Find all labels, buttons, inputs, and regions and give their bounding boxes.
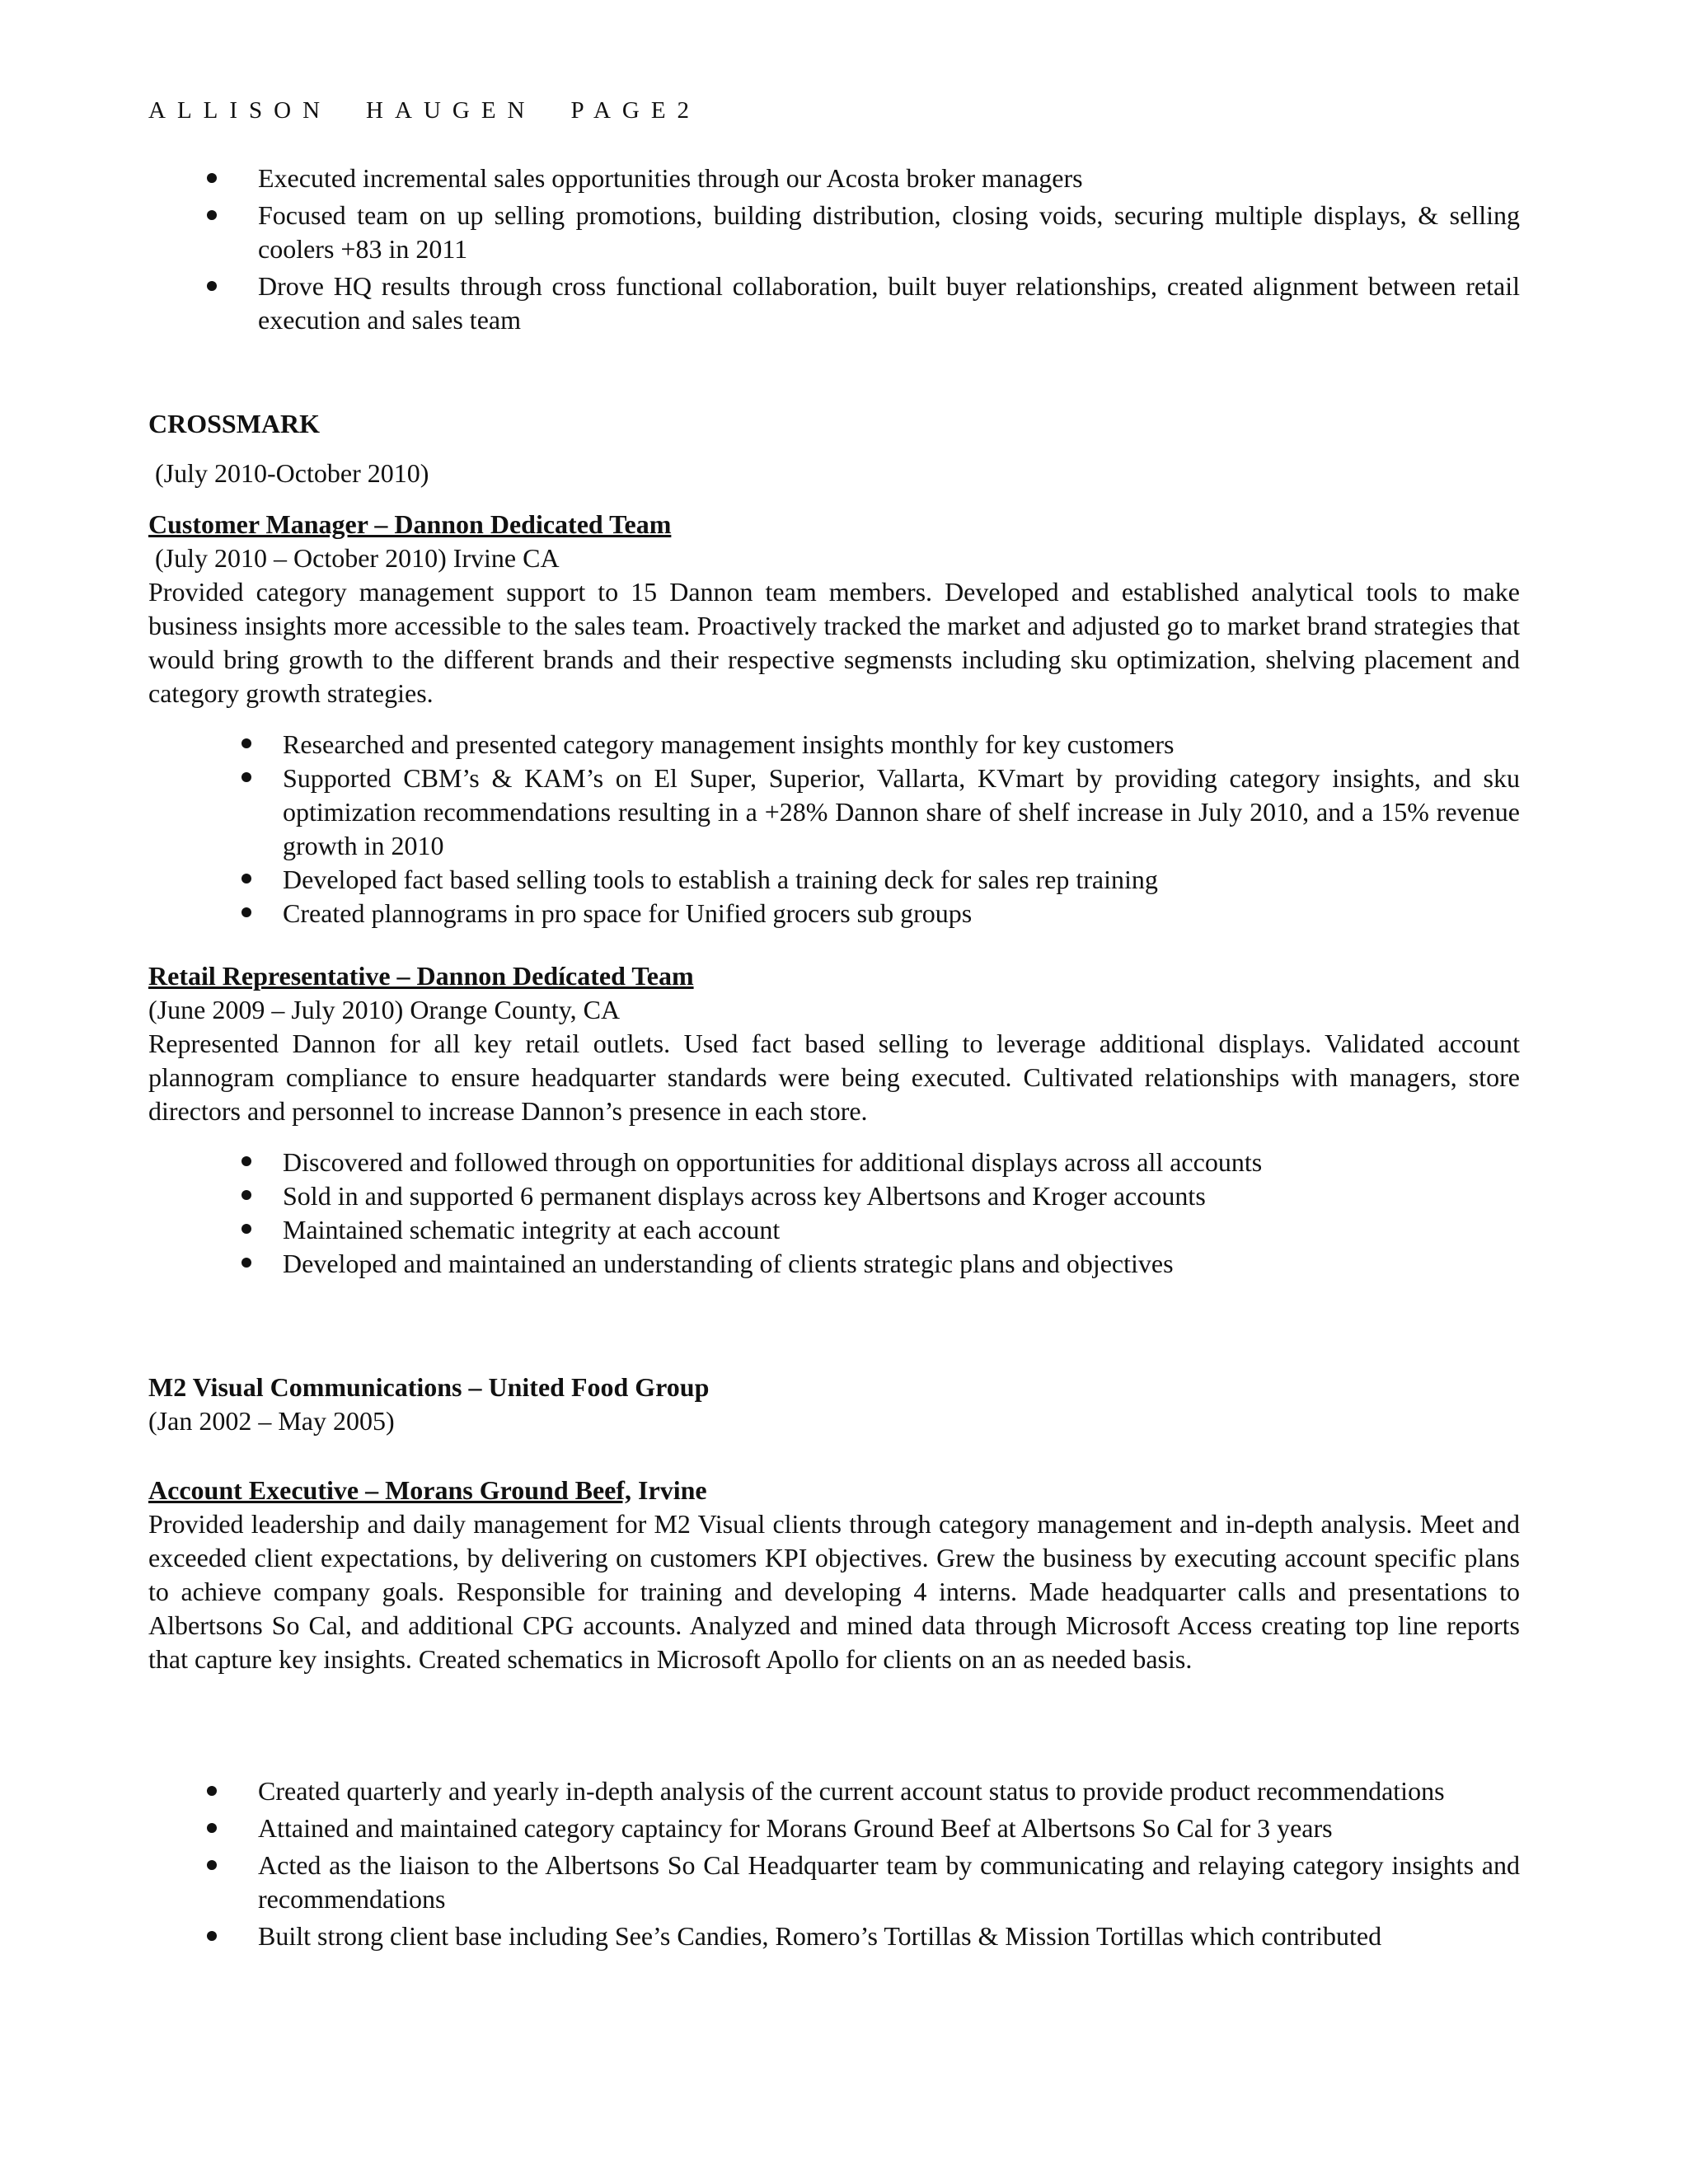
retail-representative-bullet-list [283,1146,1520,1281]
header-first-name: ALLISON [148,97,332,124]
m2-dates: (Jan 2002 – May 2005) [148,1406,395,1436]
header-last-name: HAUGEN [366,97,537,124]
list-item: Supported CBM’s & KAM’s on El Super, Superior, Vallarta, KVmart by providing category insights, and sku optimization recommendations resulting in a +28% Dannon share of shelf increase in July 2010, and a 15% revenue growth in 2010 [283,762,1520,863]
role-description-customer-manager: Provided category management support to 15 Dannon team members. Developed and established analytical tools to make business insights more accessible to the sales team. Proactively tracked the market and adjusted go to market brand strategies that would bring growth to the different brands and their respective segmensts including sku optimization, shelving placement and category growth strategies. [148,577,1520,708]
list-item: Drove HQ results through cross functional collaboration, built buyer relationships, created alignment between retail execution and sales team [258,269,1520,337]
role-title-customer-manager: Customer Manager – Dannon Dedicated Team [148,509,672,539]
role-meta-retail-representative: (June 2009 – July 2010) Orange County, CA [148,995,621,1024]
customer-manager-bullet-list [283,728,1520,930]
list-item: Acted as the liaison to the Albertsons So Cal Headquarter team by communicating and relaying category insights and recommendations [258,1849,1520,1916]
list-item: Focused team on up selling promotions, building distribution, closing voids, securing multiple displays, & selling coolers +83 in 2011 [258,199,1520,266]
top-bullet-list [258,162,1520,340]
account-executive-location: Irvine [631,1475,707,1505]
account-executive-title: Account Executive – Morans Ground Beef, [148,1475,632,1505]
role-meta-customer-manager: (July 2010 – October 2010) Irvine CA [148,543,560,573]
list-item: Built strong client base including See’s Candies, Romero’s Tortillas & Mission Tortillas which contributed [258,1919,1520,1953]
list-item: Attained and maintained category captaincy for Morans Ground Beef at Albertsons So Cal for 3 years [258,1811,1520,1845]
list-item: Created quarterly and yearly in-depth analysis of the current account status to provide product recommendations [258,1774,1520,1808]
list-item: Executed incremental sales opportunities through our Acosta broker managers [258,162,1520,195]
list-item: Created plannograms in pro space for Unified grocers sub groups [283,897,1520,930]
role-title-account-executive [148,1474,1520,1507]
list-item: Researched and presented category management insights monthly for key customers [283,728,1520,762]
company-crossmark: CROSSMARK [148,409,321,438]
role-description-retail-representative: Represented Dannon for all key retail outlets. Used fact based selling to leverage additional displays. Validated account plannogram compliance to ensure headquarter standards were being executed. Cultivated relationships with managers, store directors and personnel to increase Dannon’s presence in each store. [148,1029,1520,1126]
list-item: Developed and maintained an understanding of clients strategic plans and objectives [283,1247,1520,1281]
role-description-account-executive: Provided leadership and daily management for M2 Visual clients through category management and in-depth analysis. Meet and exceeded client expectations, by delivering on customers KPI objectives. Grew the business by executing account specific plans to achieve company goals. Responsible for training and developing 4 interns. Made headquarter calls and presentations to Albertsons So Cal, and additional CPG accounts. Analyzed and mined data through Microsoft Access creating top line reports that capture key insights. Created schematics in Microsoft Apollo for clients on an as needed basis. [148,1509,1520,1674]
role-title-retail-representative: Retail Representative – Dannon Dedícated Team [148,961,694,991]
list-item: Discovered and followed through on opportunities for additional displays across all accounts [283,1146,1520,1179]
page-header [148,97,701,124]
company-m2-visual: M2 Visual Communications – United Food Group [148,1372,710,1402]
header-page-number: PAGE2 [570,97,701,124]
crossmark-dates: (July 2010-October 2010) [148,458,429,488]
list-item: Developed fact based selling tools to establish a training deck for sales rep training [283,863,1520,897]
list-item: Maintained schematic integrity at each account [283,1213,1520,1247]
list-item: Sold in and supported 6 permanent displays across key Albertsons and Kroger accounts [283,1179,1520,1213]
account-executive-bullet-list [258,1774,1520,1957]
